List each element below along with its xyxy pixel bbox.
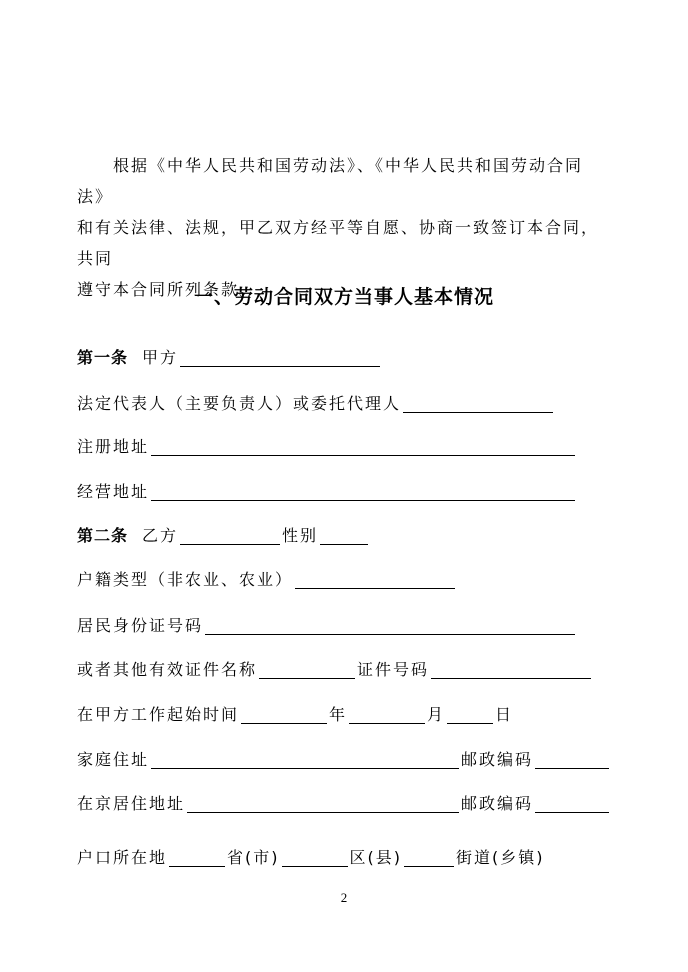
id-number-row [77, 614, 577, 638]
household-type-row [77, 568, 457, 592]
start-time-row [77, 703, 513, 727]
other-id-row [77, 658, 593, 682]
beijing-address-label: 在京居住地址 [77, 794, 186, 813]
gender-label: 性别 [282, 526, 319, 545]
id-number-field[interactable] [205, 616, 575, 635]
legal-rep-field[interactable] [403, 394, 553, 413]
household-type-label: 户籍类型（非农业、农业） [77, 570, 294, 589]
postcode2-label: 邮政编码 [461, 794, 534, 813]
legal-rep-row [77, 392, 555, 416]
cert-number-field[interactable] [431, 660, 591, 679]
home-address-field[interactable] [151, 750, 459, 769]
reg-address-label: 注册地址 [77, 437, 150, 456]
article2-title: 第二条 [77, 526, 129, 545]
section-title: 一、劳动合同双方当事人基本情况 [193, 286, 494, 308]
page-number: 2 [340, 890, 348, 905]
start-day-field[interactable] [447, 705, 493, 724]
day-label: 日 [495, 705, 514, 724]
reg-address-field[interactable] [151, 437, 575, 456]
home-address-row [77, 748, 611, 772]
postcode2-field[interactable] [535, 794, 609, 813]
biz-address-row [77, 480, 577, 504]
hukou-label: 户口所在地 [77, 848, 168, 867]
beijing-address-field[interactable] [187, 794, 459, 813]
cert-number-label: 证件号码 [357, 660, 430, 679]
district-field[interactable] [282, 848, 348, 867]
other-id-field[interactable] [259, 660, 355, 679]
home-address-label: 家庭住址 [77, 750, 150, 769]
party-b-field[interactable] [180, 526, 280, 545]
biz-address-label: 经营地址 [77, 482, 150, 501]
province-label: 省(市) [227, 848, 280, 867]
beijing-address-row [77, 792, 611, 816]
legal-rep-label: 法定代表人（主要负责人）或委托代理人 [77, 394, 402, 413]
intro-line-1: 根据《中华人民共和国劳动法》、《中华人民共和国劳动合同法》 [77, 156, 584, 206]
id-number-label: 居民身份证号码 [77, 616, 204, 635]
party-a-field[interactable] [180, 348, 380, 367]
street-field[interactable] [404, 848, 454, 867]
article2-party-b-row [77, 524, 370, 548]
article1-party-a-row [77, 346, 382, 370]
start-time-label: 在甲方工作起始时间 [77, 705, 240, 724]
start-month-field[interactable] [349, 705, 425, 724]
street-label: 街道(乡镇) [456, 848, 545, 867]
intro-line-3: 遵守本合同所列条款。 [77, 280, 258, 299]
party-b-label: 乙方 [142, 526, 179, 545]
article1-title: 第一条 [77, 348, 129, 367]
start-year-field[interactable] [241, 705, 327, 724]
year-label: 年 [329, 705, 348, 724]
household-type-field[interactable] [295, 570, 455, 589]
party-a-label: 甲方 [142, 348, 179, 367]
district-label: 区(县) [349, 848, 403, 867]
hukou-row [77, 846, 545, 870]
biz-address-field[interactable] [151, 482, 575, 501]
other-id-label: 或者其他有效证件名称 [77, 660, 258, 679]
intro-line-2: 和有关法律、法规，甲乙双方经平等自愿、协商一致签订本合同，共同 [77, 218, 600, 268]
province-field[interactable] [169, 848, 225, 867]
gender-field[interactable] [320, 526, 368, 545]
month-label: 月 [427, 705, 446, 724]
reg-address-row [77, 435, 577, 459]
postcode-label: 邮政编码 [461, 750, 534, 769]
postcode-field[interactable] [535, 750, 609, 769]
